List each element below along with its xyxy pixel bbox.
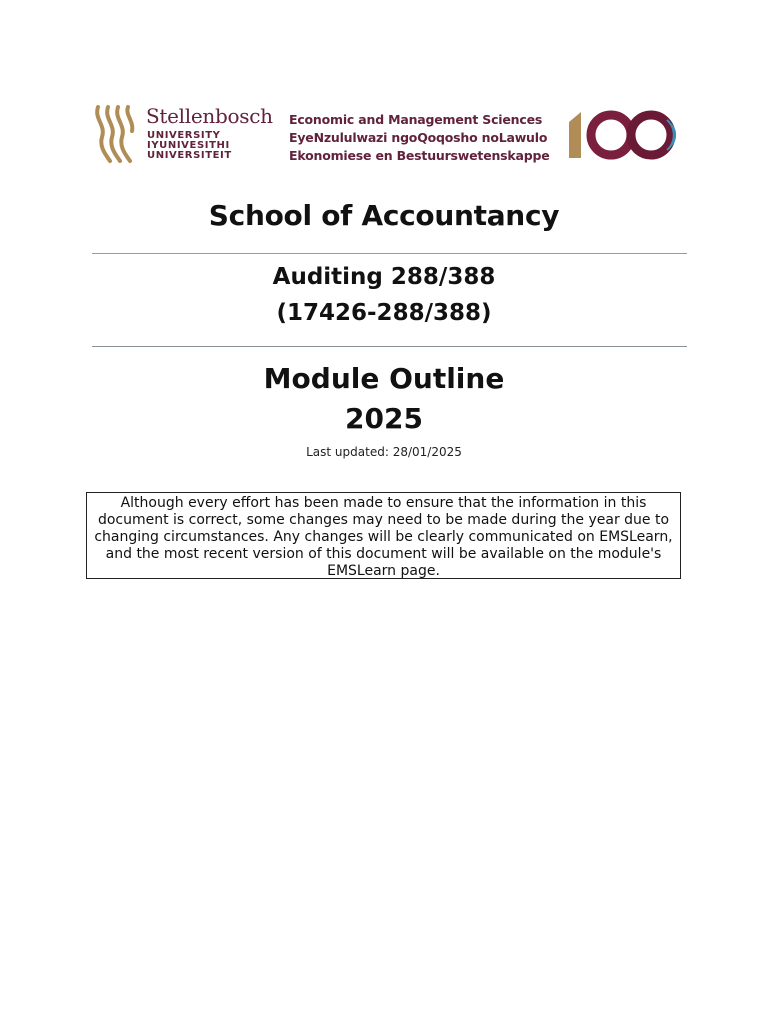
- centenary-end-year: 2025: [641, 131, 661, 140]
- document-type-title: Module Outline: [263, 362, 505, 395]
- disclaimer-notice: Although every effort has been made to ensure that the information in this document is correct, some changes may need to be made during the year due to changing circumstances. Any changes will be clearly communicated on EMSLearn, and the most recent version of this document will be available on the module's EMSLearn page.: [86, 492, 681, 579]
- faculty-name-xhosa: EyeNzululwazi ngoQoqosho noLawulo: [289, 130, 548, 145]
- divider-top: [92, 253, 687, 254]
- course-name: Auditing 288/388: [272, 264, 496, 290]
- university-name: Stellenbosch: [146, 104, 273, 128]
- university-line-afrikaans: UNIVERSITEIT: [147, 150, 232, 161]
- last-updated-date: Last updated: 28/01/2025: [306, 445, 462, 459]
- stellenbosch-university-logo: [92, 103, 273, 165]
- school-title: School of Accountancy: [208, 199, 560, 232]
- university-line-english: UNIVERSITY: [147, 130, 221, 141]
- university-line-xhosa: IYUNIVESITHI: [147, 140, 230, 151]
- document-year: 2025: [345, 402, 423, 435]
- centenary-start-year: 1925: [601, 131, 621, 140]
- centenary-logo: [567, 108, 679, 162]
- faculty-name-block: [289, 111, 550, 165]
- university-crest-icon: [92, 103, 138, 165]
- divider-bottom: [92, 346, 687, 347]
- faculty-name-afrikaans: Ekonomiese en Bestuurswetenskappe: [289, 148, 550, 163]
- document-header: [0, 0, 768, 180]
- course-code: (17426-288/388): [276, 300, 492, 326]
- faculty-name-english: Economic and Management Sciences: [289, 112, 543, 127]
